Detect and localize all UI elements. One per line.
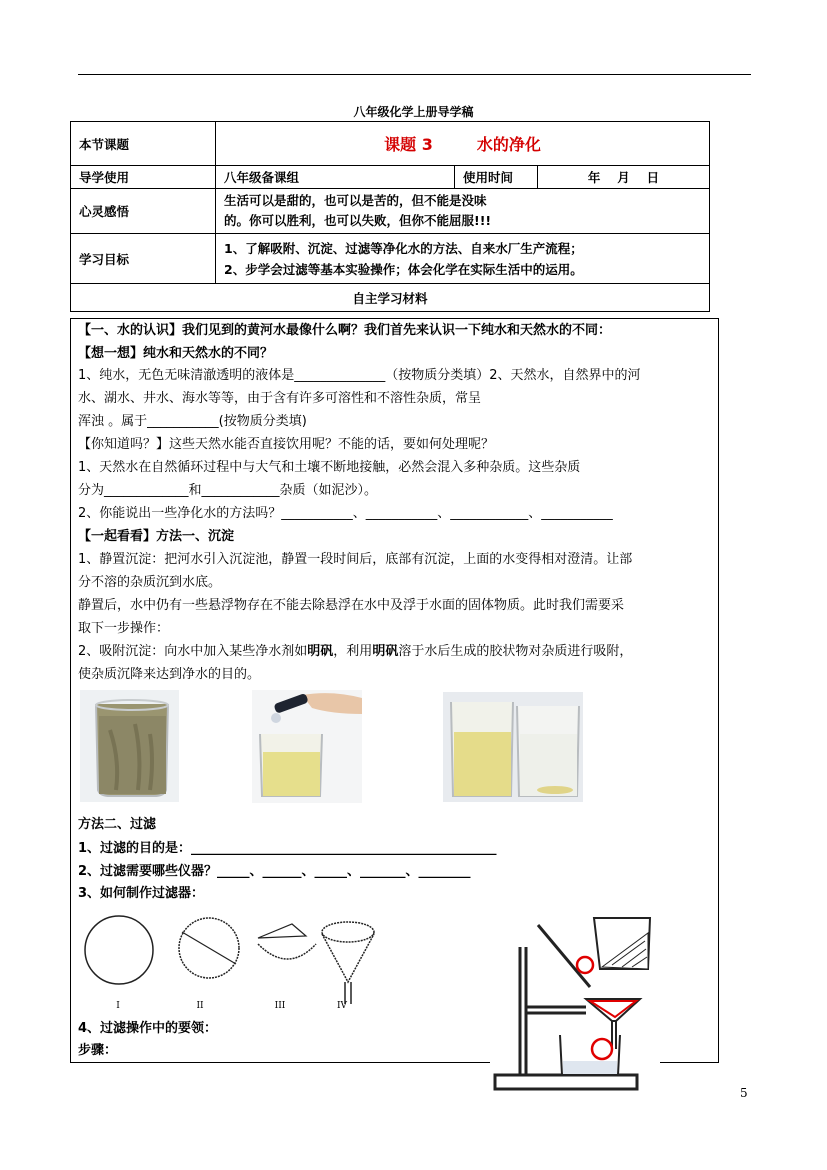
document-title: 八年级化学上册导学稿 <box>353 105 474 119</box>
fold-label-4: IV <box>336 1001 348 1011</box>
fold-label-2: II <box>196 1001 204 1011</box>
date-value: 年 月 日 <box>538 166 710 189</box>
muddy-water-beaker-photo <box>80 690 179 802</box>
turbid-line: 浑浊 。属于___________(按物质分类填) <box>78 414 307 429</box>
impurity-types: 分为_____________和____________杂质（如泥沙）。 <box>78 483 378 498</box>
purify-methods: 2、你能说出一些净化水的方法吗？___________、___________、____________、___________ <box>78 506 613 521</box>
alum-comparison-photo <box>443 692 583 802</box>
after-settling-line1: 静置后，水中仍有一些悬浮物存在不能去除悬浮在水中及浮于水面的固体物质。此时我们需要采 <box>78 598 625 613</box>
use-value: 八年级备课组 <box>216 166 455 189</box>
use-label: 导学使用 <box>71 166 216 189</box>
method-two-heading: 方法二、过滤 <box>78 817 157 832</box>
goal-text: 1、了解吸附、沉淀、过滤等净化水的方法、自来水厂生产流程； 2、步学会过滤等基本实验操作；体会化学在实际生活中的运用。 <box>216 234 710 284</box>
filter-instruments: 2、过滤需要哪些仪器？_____、______、_____、_______、________ <box>78 864 471 879</box>
material-title: 自主学习材料 <box>71 284 710 312</box>
page-number: 5 <box>740 1086 748 1100</box>
time-label: 使用时间 <box>455 166 538 189</box>
motto-label: 心灵感悟 <box>71 189 216 234</box>
lesson-title: 课题 3 水的净化 <box>216 122 710 166</box>
filter-key-points: 4、过滤操作中的要领： <box>78 1021 218 1036</box>
pure-water-line: 1、纯水，无色无味清澈透明的液体是______________（按物质分类填）2、天然水，自然界中的河 <box>78 368 641 383</box>
lesson-label: 本节课题 <box>71 122 216 166</box>
fold-label-3: III <box>274 1001 286 1011</box>
make-filter-heading: 3、如何制作过滤器： <box>78 886 205 901</box>
adding-alum-photo <box>252 690 362 803</box>
adsorption-line1: 2、吸附沉淀：向水中加入某些净水剂如明矾，利用明矾溶于水后生成的胶状物对杂质进行吸附， <box>78 644 633 659</box>
filter-purpose: 1、过滤的目的是：_______________________________________________ <box>78 841 497 856</box>
impurity-line: 1、天然水在自然循环过程中与大气和土壤不断地接触，必然会混入多种杂质。这些杂质 <box>78 460 581 475</box>
goal-label: 学习目标 <box>71 234 216 284</box>
fold-label-1: I <box>116 1001 120 1011</box>
adsorption-line2: 使杂质沉降来达到净水的目的。 <box>78 667 261 682</box>
filter-paper-folding-diagram <box>80 912 380 1012</box>
filtration-apparatus-diagram <box>490 913 660 1093</box>
method-one-heading: 【一起看看】方法一、沉淀 <box>78 529 235 544</box>
section-water-intro: 【一、水的认识】我们见到的黄河水最像什么啊？我们首先来认识一下纯水和天然水的不同： <box>78 323 612 338</box>
header-rule <box>78 74 751 75</box>
natural-water-line: 水、湖水、井水、海水等等，由于含有许多可溶性和不溶性杂质，常呈 <box>78 391 482 406</box>
settling-line1: 1、静置沉淀：把河水引入沉淀池，静置一段时间后，底部有沉淀，上面的水变得相对澄清。让部 <box>78 552 633 567</box>
did-you-know: 【你知道吗？】这些天然水能否直接饮用呢？不能的话，要如何处理呢？ <box>78 437 495 452</box>
motto-text: 生活可以是甜的，也可以是苦的，但不能是没味 的。你可以胜利，也可以失败，但你不能屈服!!! <box>216 189 710 234</box>
after-settling-line2: 取下一步操作： <box>78 621 170 636</box>
lesson-info-table <box>70 121 710 312</box>
steps-label: 步骤： <box>78 1043 118 1058</box>
think-heading: 【想一想】纯水和天然水的不同？ <box>78 346 274 361</box>
settling-line2: 分不溶的杂质沉到水底。 <box>78 575 222 590</box>
